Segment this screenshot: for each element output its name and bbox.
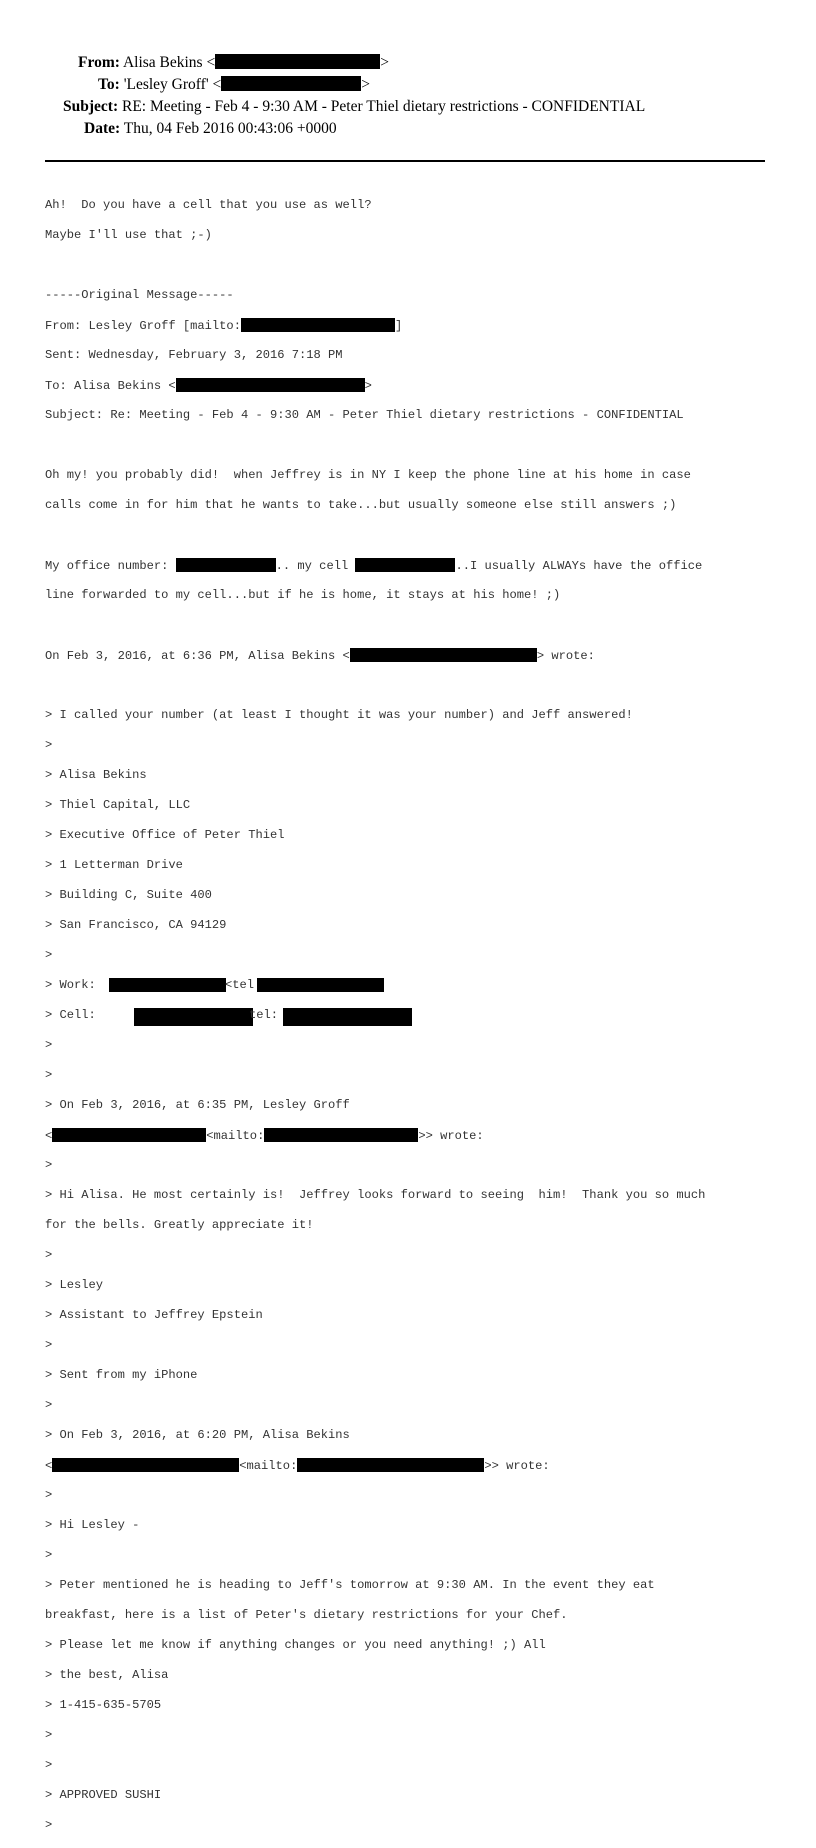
body-line: -----Original Message----- [45, 288, 234, 302]
text: <mailto: [206, 1129, 265, 1143]
body-line: Ah! Do you have a cell that you use as well? [45, 198, 372, 212]
subject-label: Subject: [63, 98, 119, 115]
body-line: > Alisa Bekins [45, 768, 147, 782]
body-line: > APPROVED SUSHI [45, 1788, 162, 1802]
body-line: > Please let me know if anything changes or you need anything! ;) All [45, 1638, 546, 1652]
text: ..I usually ALWAYs have the office [455, 559, 703, 573]
quote-line: > [45, 1158, 53, 1172]
body-line: > I called your number (at least I thought it was your number) and Jeff answered! [45, 708, 633, 722]
body-line: > Hi Alisa. He most certainly is! Jeffrey looks forward to seeing him! Thank you so much [45, 1188, 706, 1202]
header-to [98, 75, 370, 94]
redaction-box [215, 54, 380, 69]
body-line: Sent: Wednesday, February 3, 2016 7:18 PM [45, 348, 343, 362]
text: On Feb 3, 2016, at 6:36 PM, Alisa Bekins < [45, 649, 350, 663]
redaction-box [283, 1008, 412, 1026]
text: >> wrote: [418, 1129, 484, 1143]
body-line: > Thiel Capital, LLC [45, 798, 191, 812]
to-value: 'Lesley Groff' < [123, 76, 222, 93]
quote-line: > [45, 1548, 53, 1562]
quote-line: > [45, 1818, 53, 1832]
body-line: > Building C, Suite 400 [45, 888, 212, 902]
body-line: > Lesley [45, 1278, 104, 1292]
quote-line: > [45, 1068, 53, 1082]
date-label: Date: [84, 120, 121, 137]
redaction-box [221, 76, 361, 91]
body-line [45, 558, 705, 573]
subject-value: RE: Meeting - Feb 4 - 9:30 AM - Peter Thiel dietary restrictions - CONFIDENTIAL [121, 98, 646, 115]
redaction-box [355, 558, 455, 572]
quote-line: > [45, 1758, 53, 1772]
quote-line: > [45, 1338, 53, 1352]
header-divider [45, 160, 765, 162]
email-body [45, 183, 705, 1848]
text: <mailto: [239, 1459, 298, 1473]
text: > Cell: [45, 1008, 96, 1022]
body-line [45, 648, 705, 663]
body-line: > On Feb 3, 2016, at 6:35 PM, Lesley Groff [45, 1098, 350, 1112]
body-line [45, 1458, 705, 1473]
text: ] [394, 319, 403, 333]
body-line: > On Feb 3, 2016, at 6:20 PM, Alisa Bekins [45, 1428, 350, 1442]
body-line: Maybe I'll use that ;-) [45, 228, 212, 242]
quote-line: > [45, 1728, 53, 1742]
text: > Work: [45, 978, 104, 992]
text: >> wrote: [484, 1459, 550, 1473]
quote-line: > [45, 948, 53, 962]
body-line: > San Francisco, CA 94129 [45, 918, 227, 932]
body-line: > Hi Lesley - [45, 1518, 140, 1532]
redaction-box [241, 318, 395, 332]
blank-line [45, 258, 705, 273]
text: To: Alisa Bekins < [45, 379, 176, 393]
redaction-box [52, 1128, 206, 1142]
blank-line [45, 678, 705, 693]
redaction-box [350, 648, 537, 662]
body-line [45, 978, 705, 993]
redaction-box [176, 378, 365, 392]
text: My office number: [45, 559, 176, 573]
body-line [45, 1008, 705, 1023]
redaction-box [264, 1128, 418, 1142]
body-line [45, 318, 705, 333]
text: <tel [225, 978, 255, 992]
quote-line: > [45, 1488, 53, 1502]
redaction-box [109, 978, 226, 992]
from-close: > [380, 54, 389, 71]
body-line: line forwarded to my cell...but if he is home, it stays at his home! ;) [45, 588, 561, 602]
body-line: breakfast, here is a list of Peter's dietary restrictions for your Chef. [45, 1608, 568, 1622]
redaction-box [257, 978, 384, 992]
quote-line: > [45, 1038, 53, 1052]
text: > [364, 379, 372, 393]
header-from [78, 53, 389, 72]
text: .. my cell [275, 559, 356, 573]
header-subject [63, 97, 645, 116]
text: < [45, 1129, 53, 1143]
body-line: > 1 Letterman Drive [45, 858, 183, 872]
body-line [45, 1128, 705, 1143]
redaction-box [176, 558, 276, 572]
date-value: Thu, 04 Feb 2016 00:43:06 +0000 [123, 120, 337, 137]
from-label: From: [78, 54, 120, 71]
redaction-box [297, 1458, 484, 1472]
to-close: > [361, 76, 370, 93]
body-line: > Executive Office of Peter Thiel [45, 828, 285, 842]
quote-line: > [45, 1398, 53, 1412]
to-label: To: [98, 76, 120, 93]
blank-line [45, 618, 705, 633]
text: > wrote: [536, 649, 595, 663]
quote-line: > [45, 1248, 53, 1262]
text: From: Lesley Groff [mailto: [45, 319, 241, 333]
body-line: for the bells. Greatly appreciate it! [45, 1218, 314, 1232]
body-line: > 1-415-635-5705 [45, 1698, 162, 1712]
quote-line: > [45, 738, 53, 752]
text: tel: [249, 1008, 279, 1022]
body-line: Subject: Re: Meeting - Feb 4 - 9:30 AM - Peter Thiel dietary restrictions - CONFIDENTIAL [45, 408, 684, 422]
body-line: > Sent from my iPhone [45, 1368, 198, 1382]
from-value: Alisa Bekins < [122, 54, 216, 71]
body-line: calls come in for him that he wants to take...but usually someone else still answers ;) [45, 498, 677, 512]
blank-line [45, 438, 705, 453]
body-line [45, 378, 705, 393]
body-line: > Peter mentioned he is heading to Jeff's tomorrow at 9:30 AM. In the event they eat [45, 1578, 655, 1592]
body-line: > Assistant to Jeffrey Epstein [45, 1308, 263, 1322]
redaction-box [134, 1008, 253, 1026]
body-line: Oh my! you probably did! when Jeffrey is in NY I keep the phone line at his home in case [45, 468, 691, 482]
header-date [84, 119, 337, 138]
text: < [45, 1459, 53, 1473]
redaction-box [52, 1458, 239, 1472]
body-line: > the best, Alisa [45, 1668, 169, 1682]
blank-line [45, 528, 705, 543]
